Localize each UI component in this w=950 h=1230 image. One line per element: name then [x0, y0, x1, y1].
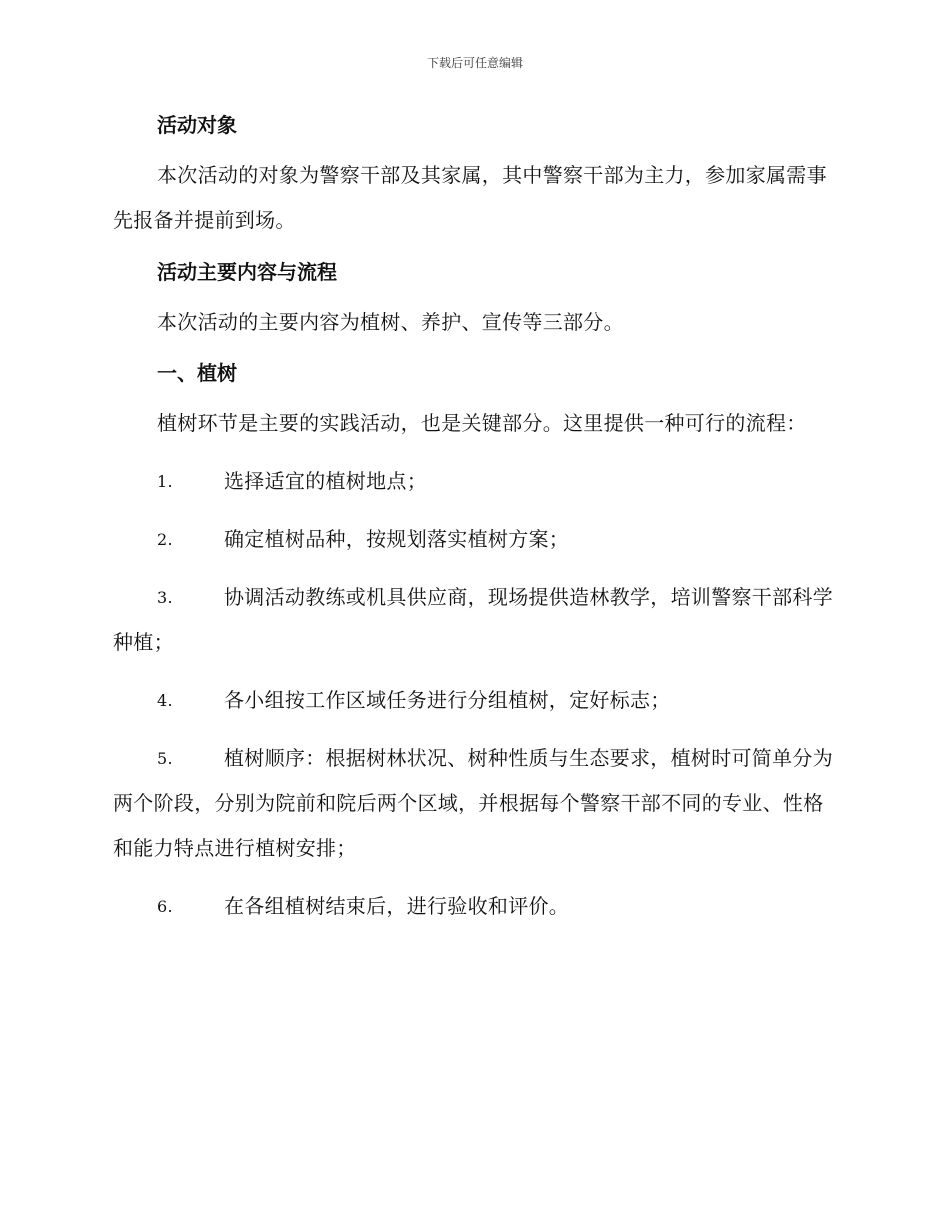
list-item: [113, 517, 835, 562]
list-item-number: 5.: [157, 749, 173, 768]
section-heading-content: 活动主要内容与流程: [157, 260, 337, 284]
paragraph-content: 本次活动的主要内容为植树、养护、宣传等三部分。: [157, 310, 624, 334]
section-heading-target: 活动对象: [157, 113, 237, 137]
list-item-text: 在各组植树结束后，进行验收和评价。: [224, 894, 570, 918]
list-item: [113, 575, 835, 665]
document-body: [113, 110, 835, 929]
list-item: [113, 736, 835, 871]
list-item-number: 4.: [157, 691, 173, 710]
list-item: [113, 884, 835, 929]
list-item-number: 1.: [157, 472, 173, 491]
list-item-number: 6.: [157, 897, 173, 916]
section-heading-planting: 一、植树: [157, 361, 237, 385]
list-item-text: 选择适宜的植树地点；: [224, 469, 427, 493]
list-item-number: 3.: [157, 588, 173, 607]
list-item: [113, 678, 835, 723]
list-item-text: 协调活动教练或机具供应商，现场提供造林教学，培训警察干部科学种植；: [113, 585, 833, 654]
paragraph-target: 本次活动的对象为警察干部及其家属，其中警察干部为主力，参加家属需事先报备并提前到场。: [113, 163, 827, 232]
list-item-text: 各小组按工作区域任务进行分组植树，定好标志；: [224, 688, 671, 712]
list-item-text: 植树顺序：根据树林状况、树种性质与生态要求，植树时可简单分为两个阶段，分别为院前和院后两个区域，并根据每个警察干部不同的专业、性格和能力特点进行植树安排；: [113, 746, 833, 860]
list-item-number: 2.: [157, 530, 173, 549]
step-list: [113, 459, 835, 929]
list-item: [113, 459, 835, 504]
paragraph-planting: 植树环节是主要的实践活动，也是关键部分。这里提供一种可行的流程：: [157, 411, 807, 435]
list-item-text: 确定植树品种，按规划落实植树方案；: [224, 527, 570, 551]
header-note: 下载后可任意编辑: [426, 56, 523, 70]
